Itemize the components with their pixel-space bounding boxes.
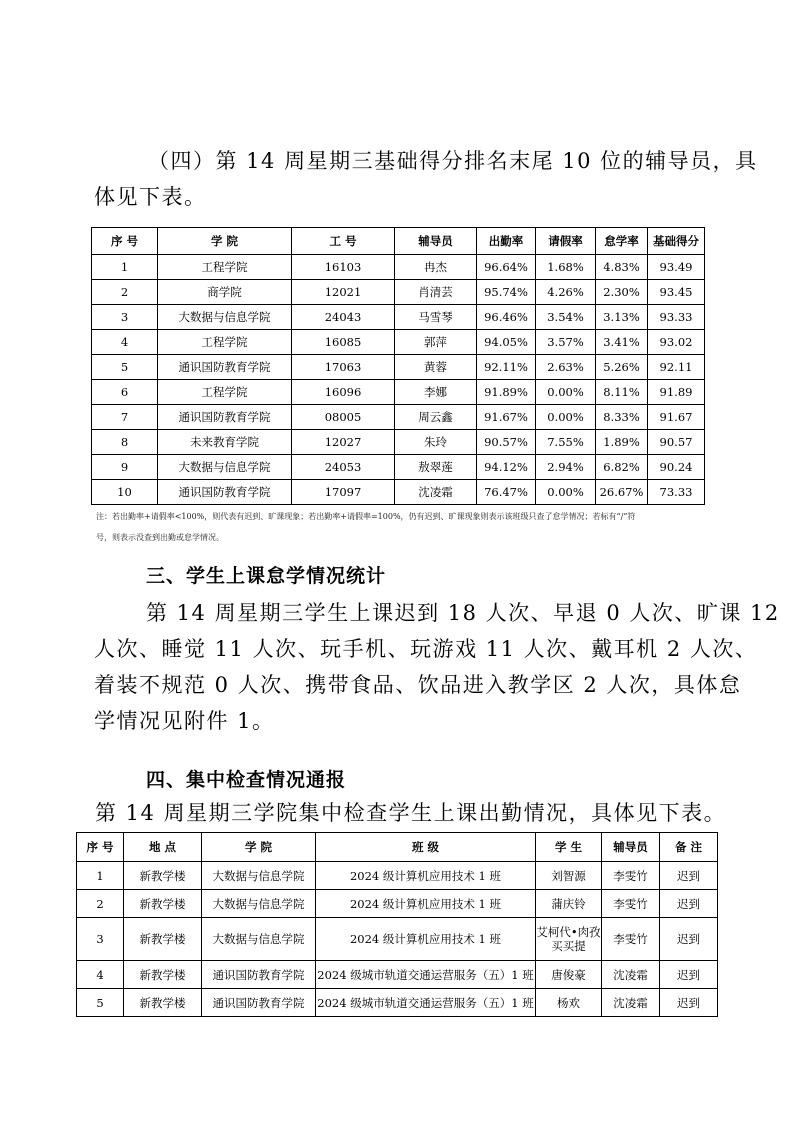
table-cell: 26.67% bbox=[596, 480, 648, 505]
table-cell: 周云鑫 bbox=[395, 405, 477, 430]
column-header: 学 生 bbox=[536, 833, 602, 862]
table-cell: 2 bbox=[77, 890, 124, 918]
table-body bbox=[77, 862, 718, 1017]
note-line: 注：若出勤率+请假率<100%，则代表有迟到、旷课现象；若出勤率+请假率=100%，仍有迟到、旷课现象则表示该班级只查了怠学情况；若标有“/”符 bbox=[96, 512, 636, 521]
table-cell: 91.89 bbox=[648, 380, 705, 405]
table-cell: 新教学楼 bbox=[124, 989, 202, 1017]
table-cell: 通识国防教育学院 bbox=[158, 405, 292, 430]
column-header: 备 注 bbox=[660, 833, 718, 862]
table-cell: 沈凌霜 bbox=[602, 989, 660, 1017]
table-cell: 2 bbox=[92, 280, 158, 305]
table-cell: 敖翠莲 bbox=[395, 455, 477, 480]
table-cell: 9 bbox=[92, 455, 158, 480]
para4: 第 14 周星期三学院集中检查学生上课出勤情况，具体见下表。 bbox=[95, 801, 727, 825]
table-header-row bbox=[77, 833, 718, 862]
table-cell: 新教学楼 bbox=[124, 890, 202, 918]
column-header: 请假率 bbox=[536, 228, 596, 255]
table-cell: 0.00% bbox=[536, 405, 596, 430]
table-cell: 迟到 bbox=[660, 918, 718, 961]
section3-heading: 三、学生上课怠学情况统计 bbox=[146, 565, 387, 587]
table-cell: 3.13% bbox=[596, 305, 648, 330]
table-cell: 10 bbox=[92, 480, 158, 505]
table-cell: 1 bbox=[77, 862, 124, 890]
column-header: 地 点 bbox=[124, 833, 202, 862]
table-cell: 92.11% bbox=[477, 355, 536, 380]
table-cell: 商学院 bbox=[158, 280, 292, 305]
table-cell: 0.00% bbox=[536, 480, 596, 505]
table-cell: 大数据与信息学院 bbox=[202, 918, 316, 961]
table-row bbox=[92, 455, 705, 480]
table-cell: 2.63% bbox=[536, 355, 596, 380]
column-header: 出勤率 bbox=[477, 228, 536, 255]
para3-line4: 学情况见附件 1。 bbox=[94, 709, 275, 733]
table-row bbox=[92, 255, 705, 280]
table-body bbox=[92, 255, 705, 505]
section4-line2: 体见下表。 bbox=[94, 185, 207, 209]
table-cell: 90.57% bbox=[477, 430, 536, 455]
table-cell: 3.57% bbox=[536, 330, 596, 355]
table-cell: 黄蓉 bbox=[395, 355, 477, 380]
table-cell: 24043 bbox=[292, 305, 395, 330]
table-cell: 3 bbox=[77, 918, 124, 961]
column-header: 基础得分 bbox=[648, 228, 705, 255]
table-cell: 90.24 bbox=[648, 455, 705, 480]
table-cell: 沈凌霜 bbox=[395, 480, 477, 505]
table-cell: 3 bbox=[92, 305, 158, 330]
table-cell: 8.11% bbox=[596, 380, 648, 405]
column-header: 学 院 bbox=[158, 228, 292, 255]
column-header: 工 号 bbox=[292, 228, 395, 255]
table-row bbox=[77, 918, 718, 961]
table-cell: 6 bbox=[92, 380, 158, 405]
table-cell: 大数据与信息学院 bbox=[202, 862, 316, 890]
column-header: 序 号 bbox=[92, 228, 158, 255]
table-cell: 未来教育学院 bbox=[158, 430, 292, 455]
table-cell: 沈凌霜 bbox=[602, 961, 660, 989]
table-cell: 3.41% bbox=[596, 330, 648, 355]
table-cell: 17063 bbox=[292, 355, 395, 380]
table-cell: 12021 bbox=[292, 280, 395, 305]
para3-line1: 第 14 周星期三学生上课迟到 18 人次、早退 0 人次、旷课 12 bbox=[146, 601, 780, 625]
table-cell: 1 bbox=[92, 255, 158, 280]
table-cell: 李雯竹 bbox=[602, 862, 660, 890]
table-cell: 4 bbox=[92, 330, 158, 355]
table-cell: 8.33% bbox=[596, 405, 648, 430]
table-cell: 16096 bbox=[292, 380, 395, 405]
table-row bbox=[92, 480, 705, 505]
table-cell: 5 bbox=[77, 989, 124, 1017]
table-cell: 92.11 bbox=[648, 355, 705, 380]
table-row bbox=[77, 890, 718, 918]
table-cell: 2024 级计算机应用技术 1 班 bbox=[316, 862, 536, 890]
column-header: 辅导员 bbox=[602, 833, 660, 862]
column-header: 序 号 bbox=[77, 833, 124, 862]
table-cell: 工程学院 bbox=[158, 255, 292, 280]
table-cell: 通识国防教育学院 bbox=[202, 989, 316, 1017]
table-cell: 迟到 bbox=[660, 890, 718, 918]
table-cell: 16103 bbox=[292, 255, 395, 280]
table-cell: 6.82% bbox=[596, 455, 648, 480]
table-cell: 16085 bbox=[292, 330, 395, 355]
table-cell: 7.55% bbox=[536, 430, 596, 455]
table-note bbox=[96, 506, 706, 548]
table-cell: 通识国防教育学院 bbox=[202, 961, 316, 989]
table-cell: 肖清芸 bbox=[395, 280, 477, 305]
table-row bbox=[92, 330, 705, 355]
table-header-row bbox=[92, 228, 705, 255]
table-row bbox=[77, 961, 718, 989]
table-row bbox=[92, 280, 705, 305]
table-cell: 迟到 bbox=[660, 862, 718, 890]
table-cell: 工程学院 bbox=[158, 330, 292, 355]
table-cell: 2.94% bbox=[536, 455, 596, 480]
table-cell: 93.33 bbox=[648, 305, 705, 330]
column-header: 班 级 bbox=[316, 833, 536, 862]
table-cell: 大数据与信息学院 bbox=[158, 305, 292, 330]
table-row bbox=[92, 430, 705, 455]
table-cell: 1.68% bbox=[536, 255, 596, 280]
table-cell: 大数据与信息学院 bbox=[202, 890, 316, 918]
table-cell: 5.26% bbox=[596, 355, 648, 380]
counselor-ranking-table bbox=[91, 227, 705, 505]
table-cell: 76.47% bbox=[477, 480, 536, 505]
table-cell: 96.64% bbox=[477, 255, 536, 280]
table-cell: 刘智源 bbox=[536, 862, 602, 890]
table-cell: 93.49 bbox=[648, 255, 705, 280]
table-cell: 新教学楼 bbox=[124, 918, 202, 961]
table-cell: 大数据与信息学院 bbox=[158, 455, 292, 480]
table-cell: 4.26% bbox=[536, 280, 596, 305]
table-cell: 2024 级城市轨道交通运营服务（五）1 班 bbox=[316, 961, 536, 989]
table-cell: 朱玲 bbox=[395, 430, 477, 455]
table-cell: 93.45 bbox=[648, 280, 705, 305]
column-header: 辅导员 bbox=[395, 228, 477, 255]
para3-line3: 着装不规范 0 人次、携带食品、饮品进入教学区 2 人次，具体怠 bbox=[94, 673, 742, 697]
table-row bbox=[92, 380, 705, 405]
table-cell: 0.00% bbox=[536, 380, 596, 405]
table-cell: 新教学楼 bbox=[124, 862, 202, 890]
table-cell: 蒲庆铃 bbox=[536, 890, 602, 918]
table-cell: 7 bbox=[92, 405, 158, 430]
table-cell: 24053 bbox=[292, 455, 395, 480]
table-cell: 李娜 bbox=[395, 380, 477, 405]
table-row bbox=[92, 305, 705, 330]
table-cell: 2024 级计算机应用技术 1 班 bbox=[316, 890, 536, 918]
inspection-table bbox=[76, 832, 718, 1017]
column-header: 学 院 bbox=[202, 833, 316, 862]
table-cell: 李雯竹 bbox=[602, 918, 660, 961]
table-row bbox=[77, 862, 718, 890]
table-cell: 杨欢 bbox=[536, 989, 602, 1017]
table-cell: 新教学楼 bbox=[124, 961, 202, 989]
table-cell: 通识国防教育学院 bbox=[158, 355, 292, 380]
table-cell: 迟到 bbox=[660, 961, 718, 989]
table-cell: 73.33 bbox=[648, 480, 705, 505]
table-cell: 艾柯代•肉孜买买提 bbox=[536, 918, 602, 961]
column-header: 怠学率 bbox=[596, 228, 648, 255]
table-cell: 95.74% bbox=[477, 280, 536, 305]
table-cell: 李雯竹 bbox=[602, 890, 660, 918]
table-cell: 4 bbox=[77, 961, 124, 989]
table-cell: 2.30% bbox=[596, 280, 648, 305]
table-row bbox=[92, 355, 705, 380]
table-cell: 1.89% bbox=[596, 430, 648, 455]
table-cell: 2024 级城市轨道交通运营服务（五）1 班 bbox=[316, 989, 536, 1017]
table-cell: 冉杰 bbox=[395, 255, 477, 280]
note-line: 号，则表示没查到出勤或怠学情况。 bbox=[96, 533, 224, 542]
table-cell: 91.89% bbox=[477, 380, 536, 405]
table-row bbox=[92, 405, 705, 430]
table-cell: 94.12% bbox=[477, 455, 536, 480]
table-cell: 08005 bbox=[292, 405, 395, 430]
table-cell: 郭萍 bbox=[395, 330, 477, 355]
table-cell: 91.67% bbox=[477, 405, 536, 430]
table-cell: 90.57 bbox=[648, 430, 705, 455]
table-cell: 91.67 bbox=[648, 405, 705, 430]
table-cell: 8 bbox=[92, 430, 158, 455]
table-cell: 通识国防教育学院 bbox=[158, 480, 292, 505]
table-cell: 93.02 bbox=[648, 330, 705, 355]
table-cell: 17097 bbox=[292, 480, 395, 505]
table-row bbox=[77, 989, 718, 1017]
table-cell: 12027 bbox=[292, 430, 395, 455]
para3-line2: 人次、睡觉 11 人次、玩手机、玩游戏 11 人次、戴耳机 2 人次、 bbox=[94, 637, 758, 661]
table-cell: 唐俊豪 bbox=[536, 961, 602, 989]
table-cell: 马雪琴 bbox=[395, 305, 477, 330]
table-cell: 2024 级计算机应用技术 1 班 bbox=[316, 918, 536, 961]
table-cell: 迟到 bbox=[660, 989, 718, 1017]
table-cell: 96.46% bbox=[477, 305, 536, 330]
table-cell: 3.54% bbox=[536, 305, 596, 330]
table-cell: 工程学院 bbox=[158, 380, 292, 405]
table-cell: 94.05% bbox=[477, 330, 536, 355]
section4b-heading: 四、集中检查情况通报 bbox=[146, 769, 347, 791]
table-cell: 5 bbox=[92, 355, 158, 380]
table-cell: 4.83% bbox=[596, 255, 648, 280]
section4-line1: （四）第 14 周星期三基础得分排名末尾 10 位的辅导员，具 bbox=[148, 149, 758, 173]
